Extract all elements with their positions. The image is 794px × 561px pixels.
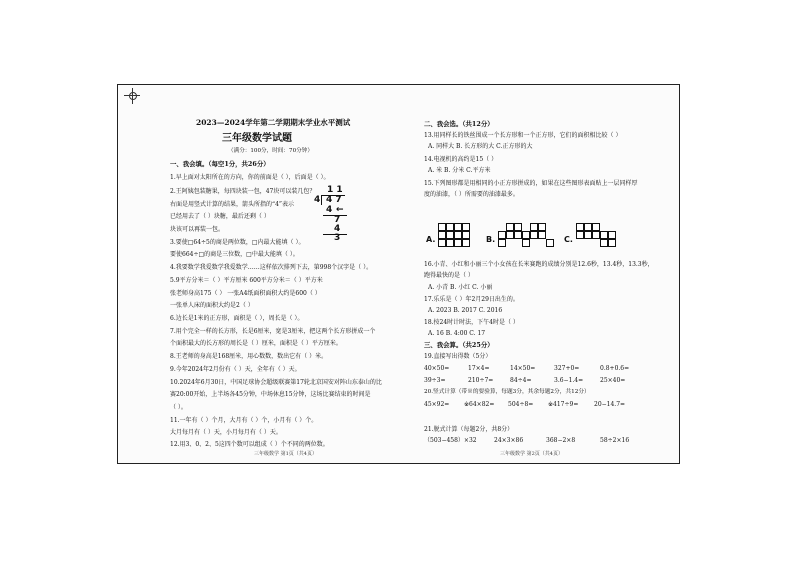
question-line: 9.今年2024年2月份有（ ）天，全年有（ ）天。 [170, 366, 301, 373]
option-a-label: A. [426, 235, 436, 244]
question-line: 大月每月有（ ）天，小月每月有（ ）天。 [170, 429, 282, 436]
division-step: 4 [334, 224, 341, 234]
page-left [118, 85, 414, 461]
step-calc-title: 21.脱式计算（每题2分，共8分） [424, 426, 514, 433]
calc-item: 40×50= [424, 365, 450, 372]
exam-sheet [117, 84, 680, 464]
vertical-calc-item: ※417÷9= [548, 401, 579, 408]
question-line: 已经用去了（ ）块糖，最后还剩（ ） [170, 213, 270, 220]
question-line: 要使664÷□的商是三位数，□中最大能填（ ）。 [170, 251, 299, 258]
choice-line: A. 2023 B. 2017 C. 2016 [428, 307, 503, 314]
question-line: 6.边长是1米的正方形，面积是（ ），周长是（ ）。 [170, 315, 304, 322]
exam-meta: （满分：100分，时间：70分钟） [228, 148, 313, 154]
vertical-calc-item: ※64×82= [464, 401, 495, 408]
question-line: 块该可以再装一包。 [170, 226, 225, 233]
page-right [414, 85, 679, 461]
question-line: 14.电视机的高约是15（ ） [424, 156, 498, 163]
page-footer-right: 三年级数学 第2页（共4页） [500, 451, 563, 457]
exam-subtitle: 三年级数学试题 [222, 133, 292, 144]
question-line: 15.下列图形都是用相同的小正方形拼成的，如果在这些图形表面贴上一层同样厚 [424, 180, 638, 187]
division-step: 7 [334, 215, 341, 225]
calc-item: 327+0= [554, 365, 580, 372]
section-1-heading: 一、我会填。（每空1分，共26分） [170, 160, 270, 168]
vertical-calc-item: 45×92= [424, 401, 450, 408]
calc-item: 210÷7= [468, 377, 494, 384]
step-calc-item: 24×3×86 [494, 437, 524, 444]
calc-item: 39÷3= [424, 377, 446, 384]
division-step: 4 [326, 205, 333, 215]
choice-line: A. 米 B. 分米 C.平方米 [428, 167, 491, 174]
question-line: 赛20:00开始，上半场各45分钟，中场休息15分钟，这场比赛结束的时间是 [170, 391, 371, 398]
calc-item: 0.8+0.6= [600, 365, 630, 372]
question-line: 1.早上面对太阳所在的方向，你的前面是（ ），后面是（ ）。 [170, 174, 330, 181]
vertical-calc-title: 20.竖式计算（带※的要验算，每题3分，其余每题2分，共12分） [424, 389, 590, 395]
question-line: 3.要使□64÷5的商是两位数，□内最大能填（ ）。 [170, 239, 305, 246]
calc-item: 3.6−1.4= [554, 377, 584, 384]
vertical-calc-item: 20−14.7= [594, 401, 626, 408]
question-line: 右面是用竖式计算的结果，箭头所指的“4”表示 [170, 201, 294, 208]
question-line: 跑得最快的是（ ） [424, 272, 474, 279]
question-line: 13.用同样长的铁丝围成一个长方形和一个正方形，它们的面积相比较（ ） [424, 132, 622, 139]
option-c-label: C. [564, 235, 573, 244]
choice-line: A. 16 B. 4:00 C. 17 [428, 330, 486, 337]
question-line: （ ）。 [170, 404, 187, 411]
question-line: 度的油漆，（ ）所需要的油漆最多。 [424, 191, 519, 198]
section-3-heading: 三、我会算。（共25分） [424, 341, 494, 349]
arrow-left-icon: ← [336, 205, 344, 215]
question-line: 一张单人床的面积大约是2（ ） [170, 302, 254, 309]
section-2-heading: 二、我会选。（共12分） [424, 120, 494, 128]
cube-net-c-figure [576, 223, 616, 247]
step-calc-item: 58÷2×16 [600, 437, 630, 444]
question-line: 8.王老师的身高是168厘米，用心数数，数出它有（ ）米。 [170, 353, 328, 360]
long-division-figure [314, 185, 354, 241]
page-footer-left: 三年级数学 第1页（共4页） [254, 451, 317, 457]
choice-line: A. 小青 B. 小红 C. 小丽 [428, 284, 493, 291]
question-line: 5.9平方分米＝（ ）平方厘米 600平方分米＝（ ）平方米 [170, 277, 323, 284]
step-calc-item: （503−458）×32 [424, 437, 477, 444]
question-line: 16.小青、小红和小丽三个小女孩在长米赛跑的成绩分别是12.6秒，13.4秒，13.3秒， [424, 261, 654, 268]
question-line: 10.2024年6月30日，中国足球协会超级联赛第17轮北京国安对阵山东泰山的比 [170, 379, 382, 386]
division-dividend: 4 7 [326, 195, 342, 205]
question-line: 4.我要数学我爱数学我爱数学……这样依次排列下去，第998个汉字是（ ）。 [170, 264, 373, 271]
question-line: 个面积最大的长方形的周长是（ ）厘米，面积是（ ）平方厘米。 [170, 340, 342, 347]
division-divisor: 4 [314, 195, 321, 205]
question-line: 11.一年有（ ）个月，大月有（ ）个，小月有（ ）个。 [170, 417, 318, 424]
calc-title: 19.直接写出得数（5分） [424, 353, 492, 360]
question-line: 18.按24时计时法，下午4时是（ ） [424, 319, 519, 326]
question-line: 17.乐乐是（ ）年2月29日出生的。 [424, 296, 519, 303]
calc-item: 84÷4= [510, 377, 532, 384]
question-line: 张老师身高175（ ） 一张A4纸面积面积大约是600（ ） [170, 290, 321, 297]
choice-line: A. 同样大 B. 长方形的大 C.正方形的大 [428, 143, 533, 150]
calc-item: 17×4= [468, 365, 490, 372]
division-quotient: 1 1 [327, 185, 343, 195]
question-line: 7.用个完全一样的长方形，长是6厘米，宽是3厘米，把这两个长方形拼成一个 [170, 328, 376, 335]
division-remainder: 3 [334, 233, 341, 243]
calc-item: 25×40= [600, 377, 626, 384]
step-calc-item: 368−2×8 [546, 437, 576, 444]
vertical-calc-item: 504÷8= [508, 401, 534, 408]
cube-net-a-figure [438, 223, 470, 247]
calc-item: 14×50= [510, 365, 536, 372]
exam-title: 2023—2024学年第二学期期末学业水平测试 [196, 118, 351, 127]
question-line: 2.王阿姨包装糖果，每四块装一包，47块可以装几包？ [170, 188, 316, 195]
option-b-label: B. [486, 235, 496, 244]
question-line: 12.用3、0、2、5这四个数可以组成（ ）个不同的两位数。 [170, 441, 329, 448]
cube-net-b-figure [498, 223, 554, 247]
